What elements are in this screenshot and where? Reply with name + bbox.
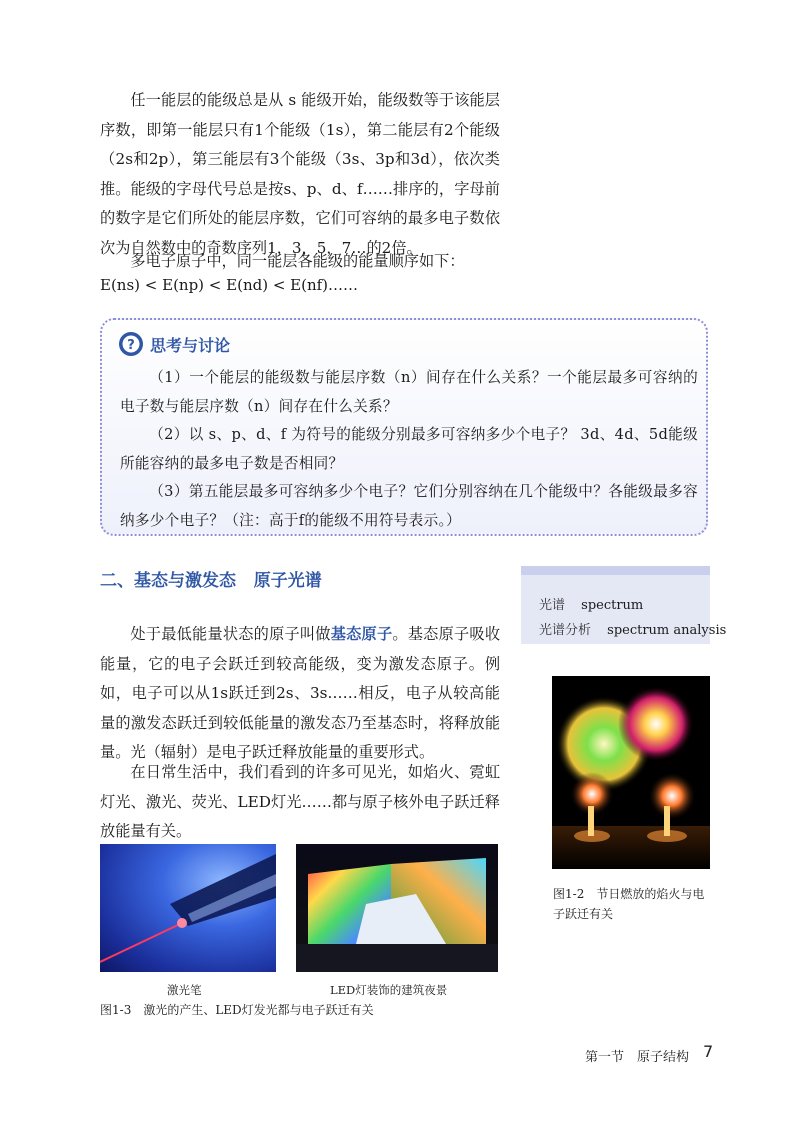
discussion-box: [100, 318, 708, 536]
discussion-question-2: （2）以 s、p、d、f 为符号的能级分别最多可容纳多少个电子？ 3d、4d、5d能级所能容纳的最多电子数是否相同？: [120, 426, 698, 472]
svg-text:?: ?: [127, 338, 135, 353]
term-ground-state-atom: 基态原子: [330, 625, 393, 643]
discussion-question-3: （3）第五能层最多可容纳多少个电子？它们分别容纳在几个能级中？各能级最多容纳多少个电子？（注：高于f的能级不用符号表示。）: [120, 483, 698, 529]
laser-pointer-image: [100, 844, 276, 972]
question-icon: [118, 331, 144, 357]
figure-1-3-caption: 图1-3 激光的产生、LED灯发光都与电子跃迁有关: [100, 1003, 374, 1017]
discussion-title: 思考与讨论: [150, 335, 231, 355]
discussion-question-1: （1）一个能层的能级数与能层序数（n）间存在什么关系？一个能层最多可容纳的电子数与能层序数（n）间存在什么关系？: [120, 369, 698, 415]
paragraph-energy-order: 多电子原子中，同一能层各能级的能量顺序如下：: [130, 252, 465, 270]
led-building-image: [296, 844, 498, 972]
paragraph-ground-state: [100, 620, 500, 768]
page-number: 7: [703, 1042, 714, 1061]
glossary-term-zh: 光谱: [539, 598, 566, 613]
energy-order-formula: E(ns) < E(np) < E(nd) < E(nf)……: [100, 276, 359, 294]
glossary-item: [539, 593, 710, 618]
glossary-term-en: spectrum analysis: [607, 623, 727, 638]
glossary-box: [521, 566, 727, 644]
paragraph-energy-levels: 任一能层的能级总是从 s 能级开始，能级数等于该能层序数，即第一能层只有1个能级（1s），第二能层有2个能级（2s和2p），第三能层有3个能级（3s、3p和3d），依次类推。能级的字母代号总是按s、p、d、f……排序的，字母前的数字是它们所处的能层序数，它们可容纳的最多电子数依次为自然数中的奇数序列1，3，5，7…的2倍。: [100, 91, 500, 257]
ground-state-text-b: 。基态原子吸收能量，它的电子会跃迁到较高能级，变为激发态原子。例如，电子可以从1s跃迁到2s、3s……相反，电子从较高能量的激发态跃迁到较低能量的激发态乃至基态时，将释放能量。光（辐射）是电子跃迁释放能量的重要形式。: [100, 625, 501, 761]
led-building-label: LED灯装饰的建筑夜景: [330, 983, 448, 997]
laser-pointer-label: 激光笔: [167, 983, 202, 997]
paragraph-visible-light: 在日常生活中，我们看到的许多可见光，如焰火、霓虹灯光、激光、荧光、LED灯光……都与原子核外电子跃迁释放能量有关。: [100, 763, 500, 840]
discussion-header: [118, 328, 230, 360]
figure-1-2-caption: 图1-2 节日燃放的焰火与电子跃迁有关: [553, 887, 705, 921]
section-title: 二、基态与激发态 原子光谱: [100, 571, 322, 591]
glossary-item: [539, 618, 727, 643]
glossary-term-zh: 光谱分析: [539, 623, 592, 638]
ground-state-text-a: 处于最低能量状态的原子叫做: [130, 625, 331, 643]
fireworks-image: [552, 676, 710, 869]
glossary-term-en: spectrum: [581, 598, 644, 613]
footer-section-title: 第一节 原子结构: [585, 1050, 690, 1065]
